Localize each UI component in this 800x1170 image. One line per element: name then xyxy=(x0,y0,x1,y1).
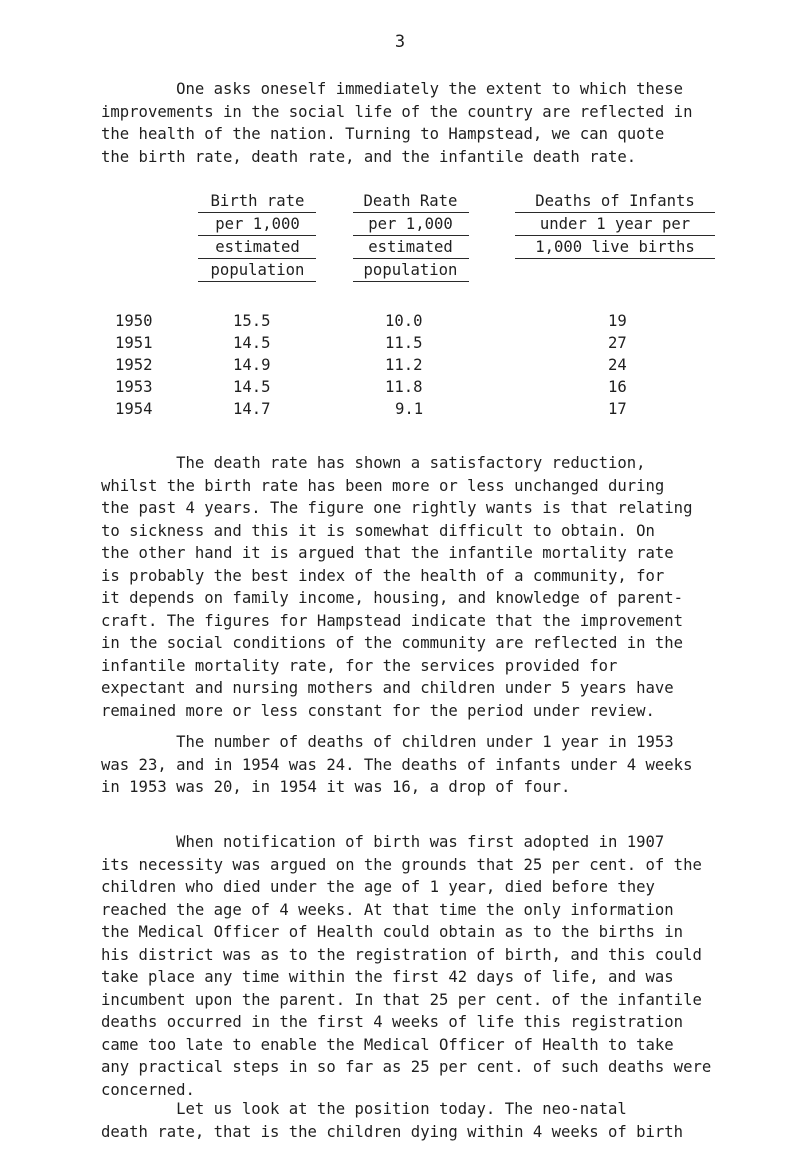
text-line: infantile mortality rate, for the services provided for xyxy=(101,656,618,675)
text-line: One asks oneself immediately the extent to which these xyxy=(101,80,684,98)
infant-deaths-cell: 24 xyxy=(608,356,627,374)
birth-rate-cell: 14.5 xyxy=(233,378,271,396)
header-birth-rate: per 1,000 xyxy=(215,215,300,233)
text-line: reached the age of 4 weeks. At that time the only information xyxy=(101,900,674,919)
text-line: came too late to enable the Medical Officer of Health to take xyxy=(101,1035,674,1054)
text-line: is probably the best index of the health of a community, for xyxy=(101,566,665,585)
text-line: in the social conditions of the community are reflected in the xyxy=(101,634,684,652)
header-birth-rate: Birth rate xyxy=(210,192,305,210)
header-death-rate: population xyxy=(363,261,458,279)
header-rule xyxy=(353,258,469,259)
header-rule xyxy=(198,235,316,236)
text-line: the past 4 years. The figure one rightly wants is that relating xyxy=(101,499,693,517)
text-line: The death rate has shown a satisfactory reduction, xyxy=(101,454,646,472)
text-line: craft. The figures for Hampstead indicate that the improvement xyxy=(101,611,684,630)
text-line: the birth rate, death rate, and the infantile death rate. xyxy=(101,147,637,166)
text-line: Let us look at the position today. The neo-natal xyxy=(101,1100,627,1118)
year-cell: 1953 xyxy=(115,378,153,396)
birth-rate-cell: 14.9 xyxy=(233,356,271,374)
infant-deaths-cell: 16 xyxy=(608,378,627,396)
header-infant-deaths: 1,000 live births xyxy=(535,238,695,256)
neo-natal-paragraph xyxy=(101,1098,751,1143)
header-rule xyxy=(198,258,316,259)
text-line: deaths occurred in the first 4 weeks of life this registration xyxy=(101,1013,684,1031)
header-death-rate: estimated xyxy=(368,238,453,256)
header-rule xyxy=(515,212,715,213)
header-rule xyxy=(353,212,469,213)
year-cell: 1954 xyxy=(115,400,153,418)
death-rate-cell: 10.0 xyxy=(385,312,423,330)
text-line: children who died under the age of 1 year, died before they xyxy=(101,878,655,896)
header-rule xyxy=(198,281,316,282)
header-rule xyxy=(353,235,469,236)
infant-deaths-cell: 27 xyxy=(608,334,627,352)
birth-rate-cell: 15.5 xyxy=(233,312,271,330)
header-rule xyxy=(515,235,715,236)
page-number: 3 xyxy=(394,32,406,52)
text-line: take place any time within the first 42 days of life, and was xyxy=(101,968,674,986)
header-rule xyxy=(515,258,715,259)
text-line: his district was as to the registration of birth, and this could xyxy=(101,945,702,964)
text-line: the health of the nation. Turning to Hampstead, we can quote xyxy=(101,125,665,143)
year-cell: 1952 xyxy=(115,356,153,374)
text-line: it depends on family income, housing, and knowledge of parent- xyxy=(101,589,684,607)
text-line: concerned. xyxy=(101,1080,195,1099)
infant-deaths-cell: 17 xyxy=(608,400,627,418)
deaths-count-paragraph xyxy=(101,731,751,799)
death-rate-cell: 9.1 xyxy=(395,400,424,418)
text-line: The number of deaths of children under 1 year in 1953 xyxy=(101,733,674,751)
discussion-paragraph xyxy=(101,452,751,722)
notification-history-paragraph xyxy=(101,831,751,1101)
text-line: to sickness and this it is somewhat difficult to obtain. On xyxy=(101,521,655,540)
text-line: the other hand it is argued that the infantile mortality rate xyxy=(101,544,674,562)
header-birth-rate: population xyxy=(210,261,305,279)
text-line: was 23, and in 1954 was 24. The deaths of infants under 4 weeks xyxy=(101,755,693,774)
intro-paragraph xyxy=(101,78,751,168)
header-death-rate: per 1,000 xyxy=(368,215,453,233)
text-line: expectant and nursing mothers and children under 5 years have xyxy=(101,679,674,697)
text-line: death rate, that is the children dying within 4 weeks of birth xyxy=(101,1122,684,1141)
header-infant-deaths: Deaths of Infants xyxy=(535,192,695,210)
birth-rate-cell: 14.5 xyxy=(233,334,271,352)
birth-rate-cell: 14.7 xyxy=(233,400,271,418)
infant-deaths-cell: 19 xyxy=(608,312,627,330)
text-line: improvements in the social life of the country are reflected in xyxy=(101,102,693,121)
death-rate-cell: 11.5 xyxy=(385,334,423,352)
text-line: in 1953 was 20, in 1954 it was 16, a drop of four. xyxy=(101,778,571,796)
text-line: incumbent upon the parent. In that 25 per cent. of the infantile xyxy=(101,990,702,1009)
header-rule xyxy=(353,281,469,282)
header-rule xyxy=(198,212,316,213)
text-line: whilst the birth rate has been more or less unchanged during xyxy=(101,476,665,495)
text-line: the Medical Officer of Health could obtain as to the births in xyxy=(101,923,684,941)
death-rate-cell: 11.8 xyxy=(385,378,423,396)
text-line: When notification of birth was first adopted in 1907 xyxy=(101,833,665,851)
header-infant-deaths: under 1 year per xyxy=(539,215,691,233)
year-cell: 1951 xyxy=(115,334,153,352)
text-line: remained more or less constant for the period under review. xyxy=(101,701,655,720)
year-cell: 1950 xyxy=(115,312,153,330)
header-death-rate: Death Rate xyxy=(363,192,458,210)
text-line: its necessity was argued on the grounds that 25 per cent. of the xyxy=(101,855,702,874)
header-birth-rate: estimated xyxy=(215,238,300,256)
death-rate-cell: 11.2 xyxy=(385,356,423,374)
text-line: any practical steps in so far as 25 per cent. of such deaths were xyxy=(101,1058,712,1076)
